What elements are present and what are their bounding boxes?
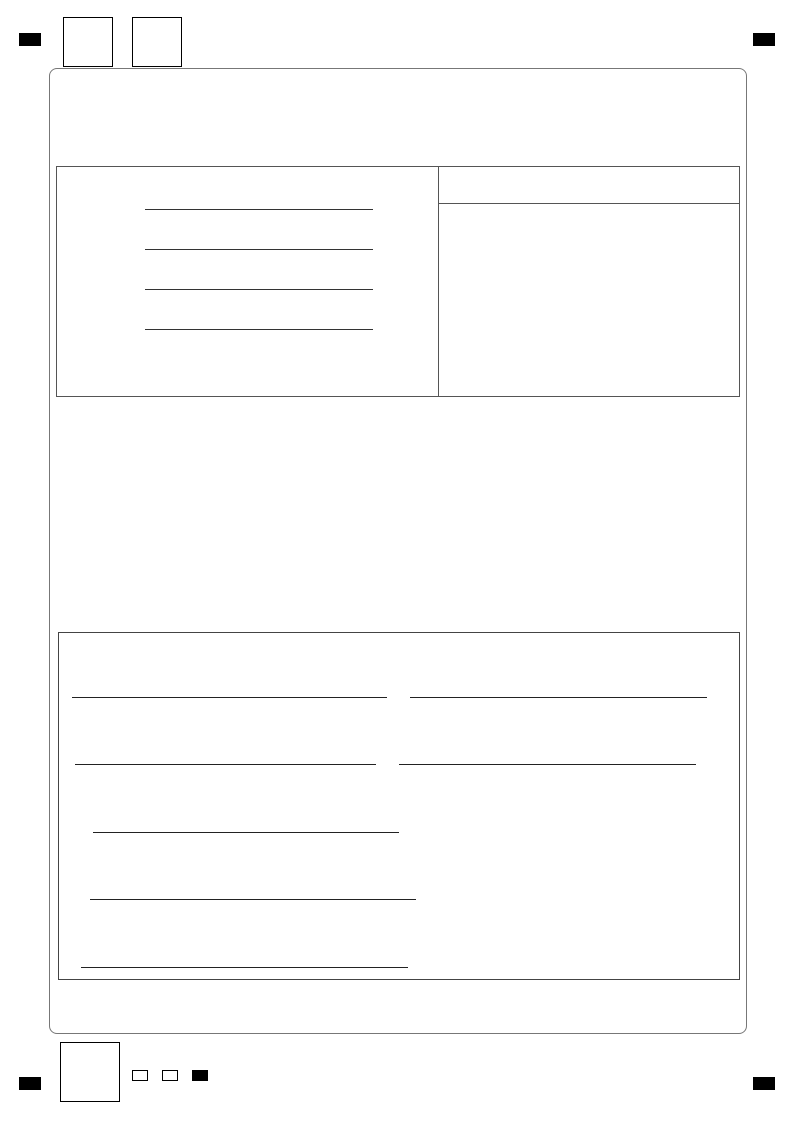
seat-line <box>145 329 373 330</box>
q11-part2-line-a[interactable] <box>75 764 376 765</box>
q12-part3-line[interactable] <box>81 967 408 968</box>
q12-part2-line[interactable] <box>90 899 416 900</box>
follow-qr-code <box>132 17 182 67</box>
corner-mark-bottom-left <box>19 1077 41 1090</box>
footer-qr-code <box>60 1042 120 1102</box>
q12-part1-line[interactable] <box>93 832 399 833</box>
footer-square-2 <box>162 1070 178 1081</box>
class-line <box>145 249 373 250</box>
footer-square-1 <box>132 1070 148 1081</box>
footer-square-3 <box>192 1070 208 1081</box>
exam-number-label <box>439 167 739 204</box>
corner-mark-top-left <box>19 33 41 46</box>
q11-part1-line-b[interactable] <box>410 697 707 698</box>
app-qr-code <box>63 17 113 67</box>
separator-marks-1 <box>58 507 728 517</box>
q11-part1-line-a[interactable] <box>72 697 387 698</box>
corner-mark-bottom-right <box>753 1077 775 1090</box>
student-info-box <box>56 166 740 397</box>
school-line <box>145 209 373 210</box>
fill-blank-box[interactable] <box>58 632 740 980</box>
q11-part2-line-b[interactable] <box>399 764 696 765</box>
name-line <box>145 289 373 290</box>
separator-marks-2 <box>58 592 728 602</box>
corner-mark-top-right <box>753 33 775 46</box>
